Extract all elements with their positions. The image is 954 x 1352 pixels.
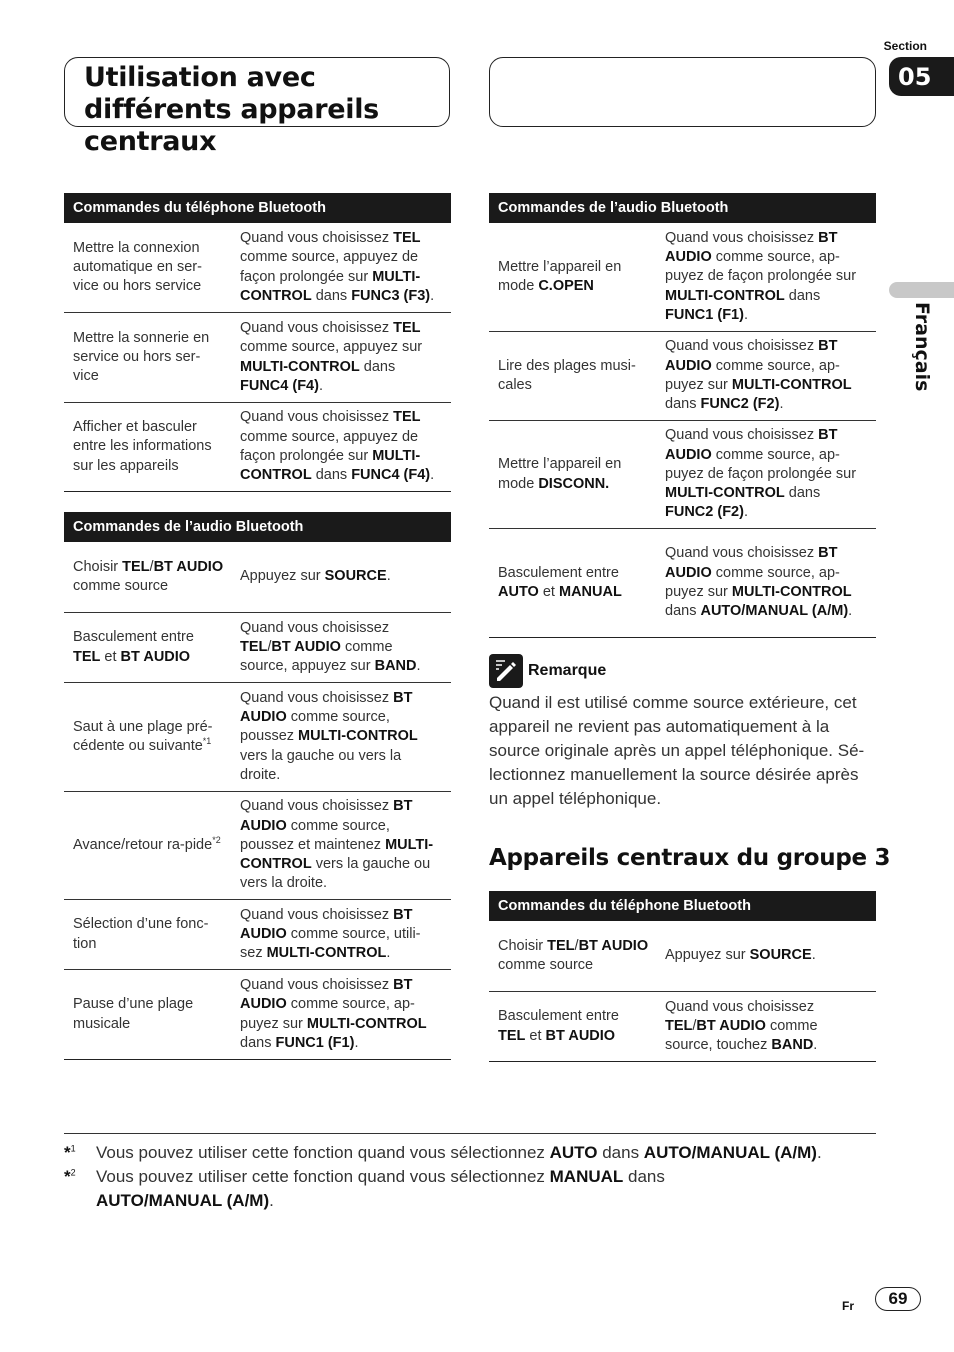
table-row bbox=[489, 992, 876, 1062]
table-row bbox=[64, 313, 451, 403]
footnote-mark: *$^2$ bbox=[64, 1167, 76, 1186]
page-number: 69 bbox=[875, 1287, 921, 1311]
table-row bbox=[64, 683, 451, 792]
table-row bbox=[64, 223, 451, 313]
table-heading: Commandes du téléphone Bluetooth bbox=[489, 891, 876, 921]
table-row bbox=[489, 529, 876, 638]
table-row bbox=[64, 792, 451, 900]
table-heading: Commandes du téléphone Bluetooth bbox=[64, 193, 451, 223]
table-row bbox=[64, 403, 451, 492]
table-cell-how: Quand vous choisissez BT AUDIO comme source, utili-sez MULTI-CONTROL. bbox=[240, 906, 421, 962]
table-cell-how: Quand vous choisissez TEL comme source, appuyez de façon prolongée sur MULTI-CONTROL dans FUNC3 (F3). bbox=[240, 229, 435, 304]
section-number-badge: 05 bbox=[889, 57, 954, 96]
language-label: Français bbox=[911, 302, 933, 392]
group3-bt-phone-table bbox=[489, 891, 876, 1062]
table-cell-how: Quand vous choisissez TEL comme source, appuyez sur MULTI-CONTROL dans FUNC4 (F4). bbox=[240, 319, 423, 394]
remark-body: Quand il est utilisé comme source extérieure, cet appareil ne revient pas automatiquement à la source originale après un appel téléphonique. Sé-lectionnez manuellement la source désirée après un appel téléphonique. bbox=[489, 693, 865, 808]
table-cell-action: Mettre l’appareil en mode DISCONN. bbox=[498, 456, 622, 492]
table-cell-how: Quand vous choisissez BT AUDIO comme source, poussez MULTI-CONTROL vers la gauche ou vers la droite. bbox=[240, 689, 418, 783]
table-cell-action: Choisir TEL/BT AUDIO comme source bbox=[73, 558, 224, 594]
table-cell-action: Mettre la sonnerie en service ou hors ser-vice bbox=[73, 329, 210, 385]
language-tab-bar bbox=[889, 282, 954, 298]
table-cell-action: Basculement entre TEL et BT AUDIO bbox=[73, 629, 194, 665]
table-row bbox=[64, 970, 451, 1060]
footnote-1 bbox=[64, 1141, 876, 1165]
table-cell-action: Avance/retour ra-pide$^{*2}$ bbox=[73, 835, 221, 853]
table-cell-action: Basculement entre TEL et BT AUDIO bbox=[498, 1008, 619, 1044]
table-heading: Commandes de l’audio Bluetooth bbox=[64, 512, 451, 542]
table-cell-how: Appuyez sur SOURCE. bbox=[665, 947, 816, 964]
table-cell-action: Pause d’une plage musicale bbox=[73, 996, 194, 1032]
table-cell-action: Afficher et basculer entre les informations sur les appareils bbox=[73, 419, 212, 474]
remark-title: Remarque bbox=[528, 662, 607, 679]
table-cell-action: Basculement entre AUTO et MANUAL bbox=[498, 564, 622, 600]
table-cell-action: Mettre l’appareil en mode C.OPEN bbox=[498, 258, 622, 294]
table-row bbox=[489, 223, 876, 332]
group3-heading: Appareils centraux du groupe 3 bbox=[489, 845, 891, 871]
table-cell-how: Quand vous choisissez BT AUDIO comme source, ap-puyez de façon prolongée sur MULTI-CONTROL dans FUNC2 (F2). bbox=[665, 427, 857, 521]
page-language-code: Fr bbox=[842, 1299, 854, 1313]
table-row bbox=[489, 332, 876, 421]
page-title: Utilisation avec différents appareils centraux bbox=[84, 62, 379, 157]
footnote-divider bbox=[64, 1133, 876, 1134]
table-cell-how: Quand vous choisissez TEL comme source, appuyez de façon prolongée sur MULTI-CONTROL dans FUNC4 (F4). bbox=[240, 409, 435, 484]
table-cell-action: Mettre la connexion automatique en ser-vice ou hors service bbox=[73, 239, 202, 295]
table-row bbox=[64, 613, 451, 683]
table-row bbox=[489, 421, 876, 529]
table-row bbox=[64, 542, 451, 613]
table-cell-action: Saut à une plage pré-cédente ou suivante$^{*1}$ bbox=[73, 718, 213, 754]
table-cell-how: Quand vous choisissez BT AUDIO comme source, ap-puyez de façon prolongée sur MULTI-CONTROL dans FUNC1 (F1). bbox=[665, 229, 857, 323]
table-cell-how: Quand vous choisissez TEL/BT AUDIO comme source, appuyez sur BAND. bbox=[240, 619, 421, 675]
table-row bbox=[64, 900, 451, 970]
bt-phone-commands-table bbox=[64, 193, 451, 492]
footnote-text: Vous pouvez utiliser cette fonction quand vous sélectionnez MANUAL dans AUTO/MANUAL (A/M). bbox=[96, 1167, 665, 1210]
remark-header bbox=[489, 654, 606, 688]
table-cell-action: Choisir TEL/BT AUDIO comme source bbox=[498, 937, 649, 973]
section-label: Section bbox=[883, 39, 927, 53]
table-cell-how: Quand vous choisissez TEL/BT AUDIO comme source, touchez BAND. bbox=[665, 998, 818, 1054]
table-cell-action: Lire des plages musi-cales bbox=[498, 357, 636, 393]
table-cell-how: Appuyez sur SOURCE. bbox=[240, 568, 391, 585]
table-cell-action: Sélection d’une fonc-tion bbox=[73, 916, 209, 952]
table-cell-how: Quand vous choisissez BT AUDIO comme source, ap-puyez sur MULTI-CONTROL dans FUNC1 (F1). bbox=[240, 976, 427, 1051]
table-cell-how: Quand vous choisissez BT AUDIO comme source, poussez et maintenez MULTI-CONTROL vers la gauche ou vers la droite. bbox=[240, 798, 434, 892]
page-title-box bbox=[64, 57, 450, 157]
bt-audio-commands-table bbox=[64, 512, 451, 1060]
table-heading: Commandes de l’audio Bluetooth bbox=[489, 193, 876, 223]
bt-audio-commands-table-right bbox=[489, 193, 876, 638]
table-row bbox=[489, 921, 876, 992]
header-empty-box bbox=[489, 57, 876, 127]
table-cell-how: Quand vous choisissez BT AUDIO comme source, ap-puyez sur MULTI-CONTROL dans FUNC2 (F2). bbox=[665, 338, 852, 413]
footnote-text: Vous pouvez utiliser cette fonction quand vous sélectionnez AUTO dans AUTO/MANUAL (A/M). bbox=[96, 1143, 822, 1162]
footnote-2 bbox=[64, 1165, 696, 1213]
pencil-note-icon bbox=[489, 654, 523, 688]
table-cell-how: Quand vous choisissez BT AUDIO comme source, ap-puyez sur MULTI-CONTROL dans AUTO/MANUAL (A/M). bbox=[665, 545, 853, 620]
footnote-mark: *$^1$ bbox=[64, 1143, 76, 1162]
